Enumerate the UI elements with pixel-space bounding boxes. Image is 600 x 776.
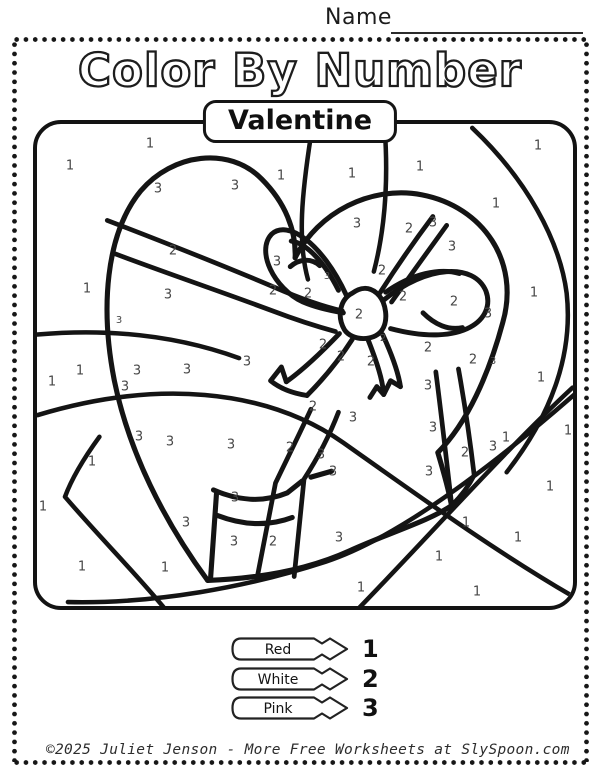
- region-number: 3: [272, 254, 282, 270]
- name-label: Name: [325, 5, 392, 30]
- region-number: 3: [428, 420, 438, 436]
- region-number: 2: [366, 354, 376, 370]
- region-number: 3: [316, 447, 326, 463]
- name-blank-line: [391, 32, 583, 34]
- region-numbers-layer: [37, 124, 573, 606]
- region-number: 3: [489, 356, 497, 367]
- dotted-border-right: [584, 40, 589, 762]
- region-number: 1: [563, 423, 573, 439]
- region-number: 1: [82, 281, 92, 297]
- region-number: 3: [230, 490, 240, 506]
- region-number: 3: [226, 437, 236, 453]
- color-legend: [230, 636, 382, 725]
- region-number: 2: [379, 333, 387, 344]
- region-number: 3: [132, 363, 142, 379]
- region-number: 1: [77, 559, 87, 575]
- legend-number: 3: [362, 694, 379, 722]
- region-number: 2: [460, 445, 470, 461]
- crayon-icon: [230, 666, 350, 692]
- region-number: 3: [424, 464, 434, 480]
- region-number: 2: [268, 283, 278, 299]
- region-number: 1: [472, 584, 482, 600]
- valentine-badge: Valentine: [203, 100, 397, 143]
- crayon-icon: [230, 695, 350, 721]
- region-number: 3: [348, 410, 358, 426]
- crayon-icon: [230, 636, 350, 662]
- dotted-border-bottom: [12, 760, 589, 765]
- region-number: 3: [229, 534, 239, 550]
- region-number: 3: [115, 315, 123, 326]
- region-number: 2: [449, 294, 459, 310]
- region-number: 3: [323, 271, 331, 282]
- region-number: 3: [483, 306, 493, 322]
- region-number: 3: [423, 378, 433, 394]
- region-number: 3: [488, 439, 498, 455]
- region-number: 2: [318, 337, 328, 353]
- region-number: 2: [303, 286, 313, 302]
- region-number: 2: [377, 263, 387, 279]
- region-number: 1: [529, 285, 539, 301]
- region-number: 3: [120, 379, 130, 395]
- legend-color-name: Pink: [263, 701, 293, 717]
- region-number: 3: [153, 181, 163, 197]
- region-number: 2: [354, 307, 364, 323]
- region-number: 1: [536, 370, 546, 386]
- region-number: 3: [230, 178, 240, 194]
- region-number: 2: [168, 243, 178, 259]
- region-number: 1: [356, 580, 366, 596]
- legend-number: 1: [362, 635, 379, 663]
- region-number: 1: [415, 159, 425, 175]
- region-number: 3: [447, 239, 457, 255]
- region-number: 1: [501, 430, 511, 446]
- region-number: 2: [404, 221, 414, 237]
- region-number: 1: [434, 549, 444, 565]
- region-number: 1: [276, 168, 286, 184]
- region-number: 1: [145, 136, 155, 152]
- region-number: 1: [533, 138, 543, 154]
- region-number: 3: [242, 354, 252, 370]
- legend-color-name: Red: [264, 642, 292, 658]
- region-number: 1: [87, 454, 97, 470]
- region-number: 1: [461, 515, 471, 531]
- region-number: 2: [336, 349, 346, 365]
- region-number: 3: [328, 464, 338, 480]
- region-number: 2: [308, 399, 318, 415]
- region-number: 2: [268, 534, 278, 550]
- dotted-border-top: [12, 37, 589, 42]
- region-number: 1: [65, 158, 75, 174]
- region-number: 3: [165, 434, 175, 450]
- region-number: 2: [285, 440, 295, 456]
- legend-row-pink: [230, 695, 382, 721]
- region-number: 3: [181, 515, 191, 531]
- region-number: 2: [398, 289, 408, 305]
- region-number: 2: [468, 352, 478, 368]
- region-number: 3: [428, 215, 438, 231]
- region-number: 3: [134, 429, 144, 445]
- legend-number: 2: [362, 664, 379, 693]
- region-number: 1: [160, 560, 170, 576]
- region-number: 1: [491, 196, 501, 212]
- dotted-border-left: [12, 40, 17, 762]
- page-title: Color By Number: [78, 44, 522, 97]
- region-number: 3: [352, 216, 362, 232]
- region-number: 1: [47, 374, 57, 390]
- region-number: 1: [75, 363, 85, 379]
- coloring-canvas: [33, 120, 577, 610]
- region-number: 2: [423, 340, 433, 356]
- region-number: 1: [513, 530, 523, 546]
- region-number: 3: [334, 530, 344, 546]
- region-number: 3: [163, 287, 173, 303]
- copyright-footer: ©2025 Juliet Jenson - More Free Worksheets at SlySpoon.com: [46, 742, 570, 758]
- region-number: 1: [347, 166, 357, 182]
- legend-row-red: [230, 636, 382, 662]
- region-number: 1: [38, 499, 48, 515]
- legend-color-name: White: [257, 671, 299, 688]
- region-number: 3: [182, 362, 192, 378]
- legend-row-white: [230, 666, 382, 692]
- name-row: [325, 5, 585, 35]
- region-number: 1: [545, 479, 555, 495]
